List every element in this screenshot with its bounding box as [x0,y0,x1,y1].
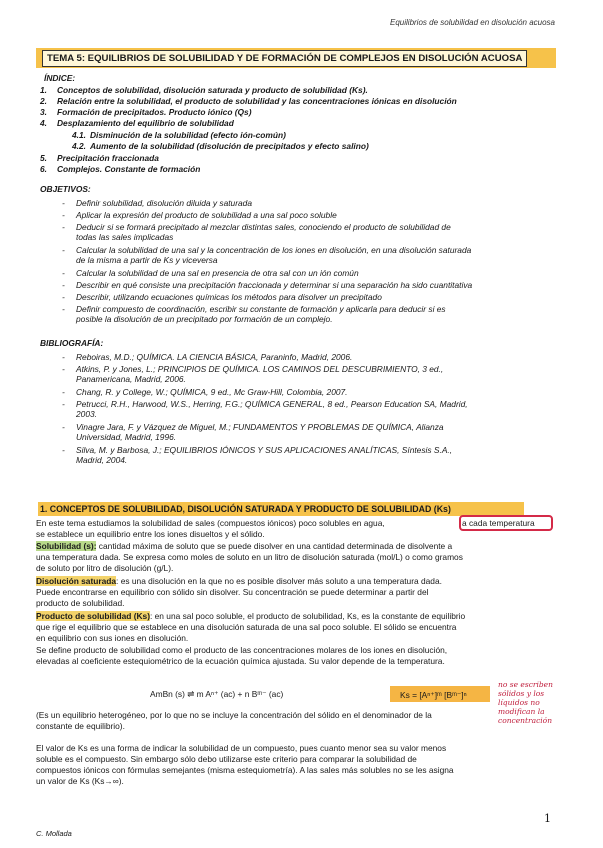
definition-producto [36,611,465,621]
objective-line: - Calcular la solubilidad de una sal en presencia de otra sal con un ión común [62,268,359,278]
definition-text: elevadas al coeficiente estequiométrico de la ecuación química ajustada. Su valor depende de la temperatura. [36,656,445,666]
objective-line: posible la disolución de un precipitado por formación de un complejo. [76,314,333,324]
objective-text: Definir solubilidad, disolución diluida y saturada [76,198,252,208]
index-text: Relación entre la solubilidad, el producto de solubilidad y las concentraciones iónicas en disolución [57,96,457,106]
index-num: 4.1. [72,130,86,140]
index-item [40,153,159,163]
note-line: sólidos y los [498,689,545,698]
objective-line: - Describir en qué consiste una precipitación fraccionada y determinar si una separación ha sido cuantitativa [62,280,473,290]
definition-text: Puede encontrarse en equilibrio con sólido sin disolver. Su concentración se puede determinar a partir del [36,587,429,597]
ks-paragraph: un valor de Ks (Ks→∞). [36,776,124,786]
objective-line: - Describir, utilizando ecuaciones químicas los métodos para disolver un precipitado [62,292,382,302]
bibliography-text: Universidad, Madrid, 1996. [76,432,177,442]
index-text: Disminución de la solubilidad (efecto ión-común) [90,130,286,140]
objective-line: - Calcular la solubilidad de una sal y la concentración de los iones en disolución, en una disolución saturada [62,245,472,255]
bibliography-entry: - Atkins, P. y Jones, L.; PRINCIPIOS DE QUÍMICA. LOS CAMINOS DEL DESCUBRIMIENTO, 3 ed., [62,364,444,374]
term-saturada: Disolución saturada [36,576,117,586]
index-text: Precipitación fraccionada [57,153,159,163]
bibliography-entry: - Chang, R. y College, W.; QUÍMICA, 9 ed., Mc Graw-Hill, Colombia, 2007. [62,387,348,397]
bibliography-entry: - Silva, M. y Barbosa, J.; EQUILIBRIOS IÓNICOS Y SUS APLICACIONES ANALÍTICAS, Síntesis S.A., [62,445,453,455]
note-line: modifican la [498,707,545,716]
bibliography-text: Chang, R. y College, W.; QUÍMICA, 9 ed., Mc Graw-Hill, Colombia, 2007. [76,387,348,397]
document-title: TEMA 5: EQUILIBRIOS DE SOLUBILIDAD Y DE FORMACIÓN DE COMPLEJOS EN DISOLUCIÓN ACUOSA [42,50,527,67]
ks-paragraph: compuestos iónicos con fórmulas semejantes (misma estequiometría). A las sales más solubles no se les asigna [36,765,454,775]
ks-paragraph: El valor de Ks es una forma de indicar la solubilidad de un compuesto, pues cuanto menor sea su valor menos [36,743,447,753]
running-header: Equilibrios de solubilidad en disolución acuosa [390,18,555,27]
index-item [72,141,369,151]
note-line: líquidos no [498,698,540,707]
bibliography-heading: BIBLIOGRAFÍA: [40,338,104,348]
term-solubilidad: Solubilidad (s): [36,541,97,551]
bibliography-text: Madrid, 2004. [76,455,128,465]
index-num: 1. [40,85,47,95]
bibliography-text: Vinagre Jara, F. y Vázquez de Miguel, M.; FUNDAMENTOS Y PROBLEMAS DE QUÍMICA, Alianza [76,422,444,432]
note-line: no se escriben [498,680,553,689]
objectives-heading: OBJETIVOS: [40,184,91,194]
index-num: 2. [40,96,47,106]
author-footer: C. Mollada [36,829,72,838]
ks-paragraph: soluble es el compuesto. Sin embargo sólo debo utilizarse este criterio para comparar la solubilidad de [36,754,417,764]
objective-line: - Deducir si se formará precipitado al mezclar distintas sales, conociendo el producto de solubilidad de [62,222,451,232]
objective-text: Definir compuesto de coordinación, escribir su constante de formación y aplicarla para deducir si es [76,304,446,314]
definition-text: en equilibrio con sus iones en disolución. [36,633,189,643]
intro-boxed-text: a cada temperatura [462,518,535,528]
definition-solubilidad [36,541,452,551]
ks-formula: Ks = [Aⁿ⁺]ᵐ [Bᵐ⁻]ⁿ [400,690,467,700]
objective-line: todas las sales implicadas [76,232,174,242]
bibliography-text: Panamericana, Madrid, 2006. [76,374,186,384]
objective-line: - Definir solubilidad, disolución diluida y saturada [62,198,252,208]
definition-text: Se define producto de solubilidad como el producto de las concentraciones molares de los iones en disolución, [36,645,448,655]
objective-text: Deducir si se formará precipitado al mezclar distintas sales, conociendo el producto de solubilidad de [76,222,451,232]
definition-text: producto de solubilidad. [36,598,125,608]
objective-text: Aplicar la expresión del producto de solubilidad a una sal poco soluble [76,210,337,220]
definition-saturada [36,576,442,586]
definition-text: de soluto por litro de disolución (g/L). [36,563,174,573]
objective-line: - Definir compuesto de coordinación, escribir su constante de formación y aplicarla para deducir si es [62,304,446,314]
bibliography-entry: - Petrucci, R.H., Harwood, W.S., Herring, F.G.; QUÍMICA GENERAL, 8 ed., Pearson Education SA, Madrid, [62,399,468,409]
section-heading: 1. CONCEPTOS DE SOLUBILIDAD, DISOLUCIÓN SATURADA Y PRODUCTO DE SOLUBILIDAD (Ks) [40,504,451,514]
term-producto: Producto de solubilidad (Ks) [36,611,150,621]
title-highlight [36,48,556,68]
index-num: 3. [40,107,47,117]
note-line: concentración [498,716,553,725]
bibliography-text: 2003. [76,409,97,419]
bibliography-entry: - Vinagre Jara, F. y Vázquez de Miguel, M.; FUNDAMENTOS Y PROBLEMAS DE QUÍMICA, Alianza [62,422,444,432]
heterogeneous-note: (Es un equilibrio heterogéneo, por lo que no se incluye la concentración del sólido en el denominador de la [36,710,432,720]
index-item [40,107,252,117]
index-item [40,85,368,95]
objective-text: Calcular la solubilidad de una sal en presencia de otra sal con un ión común [76,268,359,278]
intro-text: se establece un equilibrio entre los iones disueltos y el sólido. [36,529,265,539]
index-num: 5. [40,153,47,163]
definition-text: una temperatura dada. Se expresa como moles de soluto en un litro de disolución saturada (mol/L) o como gramos [36,552,463,562]
objective-text: Describir en qué consiste una precipitación fraccionada y determinar si una separación ha sido cuantitativa [76,280,473,290]
index-item [40,96,457,106]
objective-line: - Aplicar la expresión del producto de solubilidad a una sal poco soluble [62,210,337,220]
page-number: 1 [544,812,551,825]
definition-text: : es una disolución en la que no es posible disolver más soluto a una temperatura dada. [116,576,442,586]
index-text: Formación de precipitados. Producto iónico (Qs) [57,107,252,117]
index-item [40,118,234,128]
index-heading: ÍNDICE: [44,73,76,83]
objective-line: de la misma a partir de Ks y viceversa [76,255,218,265]
index-text: Complejos. Constante de formación [57,164,201,174]
index-text: Conceptos de solubilidad, disolución saturada y producto de solubilidad (Ks). [57,85,368,95]
index-num: 6. [40,164,47,174]
index-item [72,130,286,140]
intro-text: En este tema estudiamos la solubilidad de sales (compuestos iónicos) poco solubles en agua, [36,518,385,528]
bibliography-text: Atkins, P. y Jones, L.; PRINCIPIOS DE QUÍMICA. LOS CAMINOS DEL DESCUBRIMIENTO, 3 ed., [76,364,444,374]
bibliography-text: Silva, M. y Barbosa, J.; EQUILIBRIOS IÓNICOS Y SUS APLICACIONES ANALÍTICAS, Síntesis S.A., [76,445,453,455]
handwritten-note [498,680,578,725]
definition-text: : en una sal poco soluble, el producto de solubilidad, Ks, es la constante de equilibrio [150,611,466,621]
bibliography-entry: - Reboiras, M.D.; QUÍMICA. LA CIENCIA BÁSICA, Paraninfo, Madrid, 2006. [62,352,353,362]
index-item [40,164,200,174]
index-text: Desplazamiento del equilibrio de solubilidad [57,118,234,128]
bibliography-text: Petrucci, R.H., Harwood, W.S., Herring, F.G.; QUÍMICA GENERAL, 8 ed., Pearson Education SA, Madrid, [76,399,468,409]
definition-text: que rige el equilibrio que se establece en una disolución saturada de una sal poco soluble. El sólido se encuentra [36,622,457,632]
bibliography-text: Reboiras, M.D.; QUÍMICA. LA CIENCIA BÁSICA, Paraninfo, Madrid, 2006. [76,352,353,362]
objective-text: Calcular la solubilidad de una sal y la concentración de los iones en disolución, en una disolución saturada [76,245,472,255]
definition-text: cantidad máxima de soluto que se puede disolver en una cantidad determinada de disolvente a [96,541,453,551]
heterogeneous-note: constante de equilibrio). [36,721,125,731]
equilibrium-equation: AmBn (s) ⇌ m Aⁿ⁺ (ac) + n Bᵐ⁻ (ac) [150,689,284,699]
index-text: Aumento de la solubilidad (disolución de precipitados y efecto salino) [90,141,369,151]
index-num: 4.2. [72,141,86,151]
index-num: 4. [40,118,47,128]
section-intro [36,518,385,528]
objective-text: Describir, utilizando ecuaciones químicas los métodos para disolver un precipitado [76,292,382,302]
